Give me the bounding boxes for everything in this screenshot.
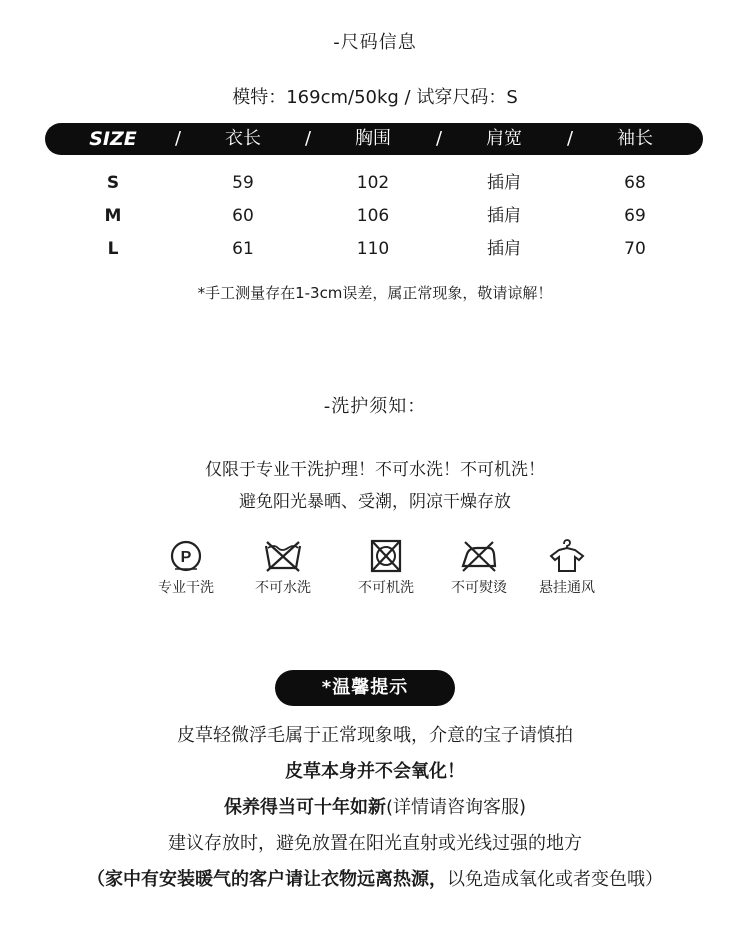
no-hand-wash-icon <box>263 538 303 574</box>
row-length: 60 <box>232 206 254 226</box>
size-section-title: -尺码信息 <box>333 32 417 53</box>
size-table-header <box>45 123 703 155</box>
no-iron-icon <box>459 538 499 574</box>
tip-line-5-bold: （家中有安装暖气的客户请让衣物远离热源， <box>87 869 447 890</box>
header-size: SIZE <box>89 128 137 150</box>
measurement-note: *手工测量存在1-3cm误差，属正常现象，敬请谅解！ <box>197 284 553 302</box>
tips-title-badge: *温馨提示 <box>275 670 455 706</box>
care-label-dry-clean: 专业干洗 <box>158 580 214 596</box>
row-shoulder: 插肩 <box>487 173 521 193</box>
hang-dry-icon <box>547 538 587 574</box>
header-chest: 胸围 <box>355 128 391 149</box>
row-chest: 102 <box>356 173 390 193</box>
header-separator: / <box>174 128 182 149</box>
tip-line-3-bold: 保养得当可十年如新 <box>223 797 386 818</box>
header-shoulder: 肩宽 <box>486 128 522 149</box>
tip-line-2: 皮草本身并不会氧化！ <box>285 761 465 782</box>
wash-instruction-1: 仅限于专业干洗护理！不可水洗！不可机洗！ <box>205 460 545 480</box>
row-sleeve: 69 <box>624 206 646 226</box>
care-label-hang-dry: 悬挂通风 <box>539 580 595 596</box>
tip-line-3-rest: (详情请咨询客服) <box>385 797 527 818</box>
tip-line-3 <box>0 793 750 819</box>
professional-dry-clean-icon <box>166 538 206 574</box>
header-length: 衣长 <box>225 128 261 149</box>
row-sleeve: 70 <box>624 239 646 259</box>
row-size: S <box>106 173 120 193</box>
tip-line-1: 皮草轻微浮毛属于正常现象哦，介意的宝子请慎拍 <box>177 725 573 746</box>
wash-instruction-2: 避免阳光暴晒、受潮，阴凉干燥存放 <box>239 492 511 512</box>
care-label-no-iron: 不可熨烫 <box>451 580 507 596</box>
header-separator: / <box>566 128 574 149</box>
tip-line-5 <box>0 865 750 891</box>
row-shoulder: 插肩 <box>487 206 521 226</box>
row-sleeve: 68 <box>624 173 646 193</box>
table-row <box>0 235 750 263</box>
row-length: 59 <box>232 173 254 193</box>
tip-line-4: 建议存放时，避免放置在阳光直射或光线过强的地方 <box>168 833 582 854</box>
row-chest: 110 <box>356 239 390 259</box>
no-machine-wash-icon <box>366 538 406 574</box>
care-label-no-hand-wash: 不可水洗 <box>255 580 311 596</box>
wash-section-title: -洗护须知： <box>323 396 427 417</box>
row-shoulder: 插肩 <box>487 239 521 259</box>
header-separator: / <box>304 128 312 149</box>
model-info: 模特：169cm/50kg / 试穿尺码：S <box>232 87 518 108</box>
care-label-no-machine-wash: 不可机洗 <box>358 580 414 596</box>
header-sleeve: 袖长 <box>617 128 653 149</box>
table-row <box>0 202 750 230</box>
table-row <box>0 169 750 197</box>
svg-text:P: P <box>180 549 192 566</box>
row-length: 61 <box>232 239 254 259</box>
header-separator: / <box>435 128 443 149</box>
row-size: L <box>107 239 119 259</box>
row-chest: 106 <box>356 206 390 226</box>
tip-line-5-rest: 以免造成氧化或者变色哦） <box>447 869 663 890</box>
row-size: M <box>104 206 122 226</box>
